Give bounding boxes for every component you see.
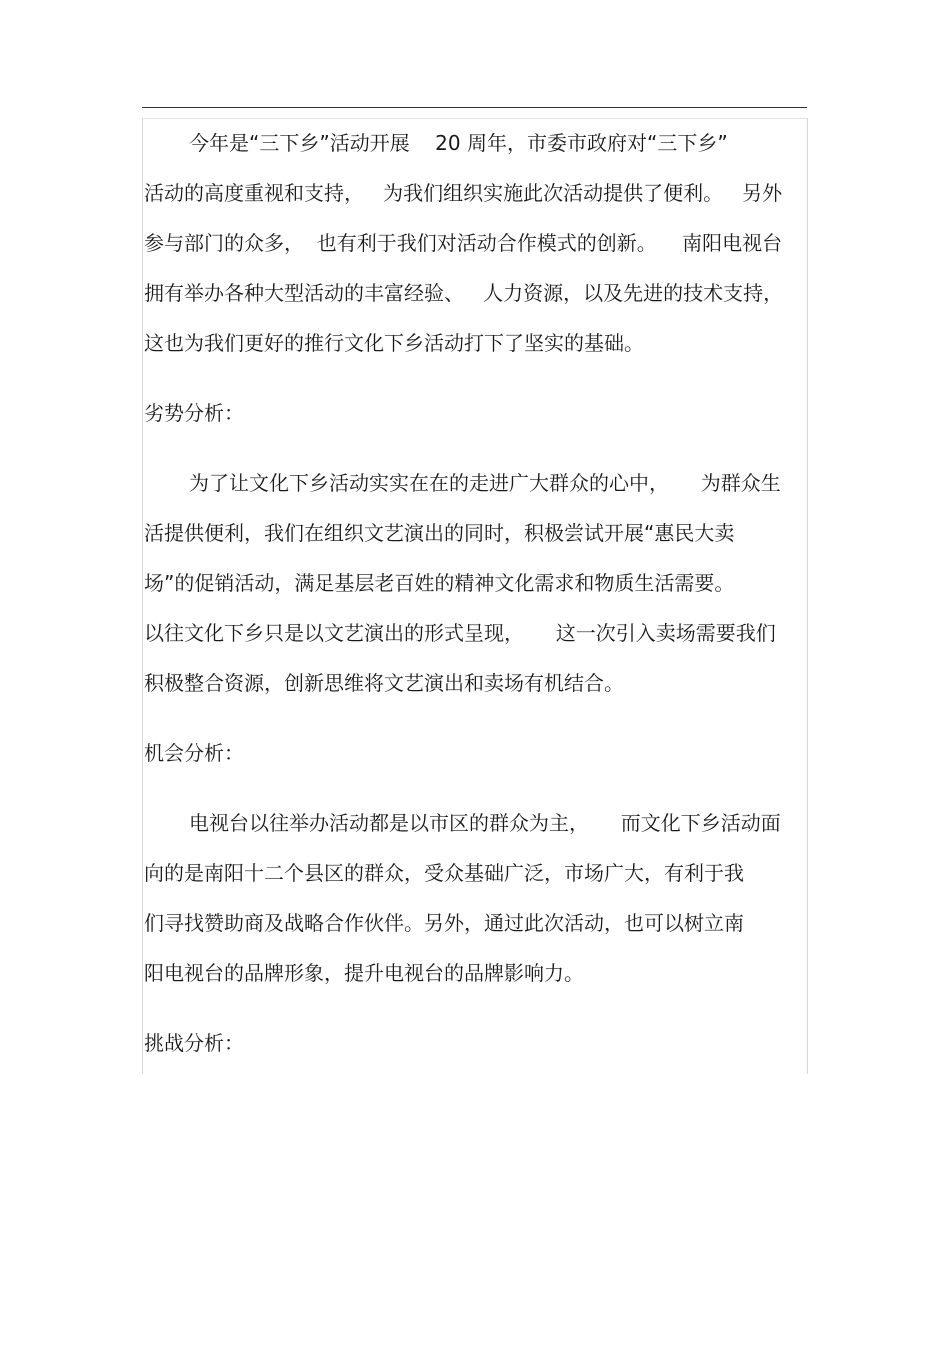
paragraph-opportunity (144, 798, 804, 998)
text-line: 积极整合资源，创新思维将文艺演出和卖场有机结合。 (144, 671, 624, 695)
text-line: 拥有举办各种大型活动的丰富经验、 人力资源，以及先进的技术支持， (144, 281, 784, 305)
section-heading-weakness: 劣势分析： (144, 401, 244, 425)
header-rule (142, 107, 807, 108)
document-body (144, 118, 804, 1068)
text-line: 参与部门的众多， 也有利于我们对活动合作模式的创新。 南阳电视台 (144, 231, 783, 255)
text-line: 为了让文化下乡活动实实在在的走进广大群众的心中， 为群众生 (189, 471, 781, 495)
section-heading-opportunity: 机会分析： (144, 741, 244, 765)
spacer (144, 998, 804, 1018)
paragraph-weakness (144, 458, 804, 708)
spacer (144, 438, 804, 458)
text-line: 今年是“三下乡”活动开展 20 周年，市委市政府对“三下乡” (189, 131, 728, 155)
text-line: 电视台以往举办活动都是以市区的群众为主， 而文化下乡活动面 (189, 811, 781, 835)
spacer (144, 368, 804, 388)
section-heading-challenge: 挑战分析： (144, 1031, 244, 1055)
text-line: 这也为我们更好的推行文化下乡活动打下了坚实的基础。 (144, 331, 644, 355)
text-line: 活提供便利，我们在组织文艺演出的同时，积极尝试开展“惠民大卖 (144, 521, 735, 545)
spacer (144, 708, 804, 728)
paragraph-strengths (144, 118, 804, 368)
text-line: 以往文化下乡只是以文艺演出的形式呈现， 这一次引入卖场需要我们 (144, 621, 776, 645)
text-line: 向的是南阳十二个县区的群众，受众基础广泛，市场广大，有利于我 (144, 861, 744, 885)
text-line: 阳电视台的品牌形象，提升电视台的品牌影响力。 (144, 961, 584, 985)
spacer (144, 778, 804, 798)
text-line: 们寻找赞助商及战略合作伙伴。另外，通过此次活动，也可以树立南 (144, 911, 744, 935)
text-line: 场”的促销活动，满足基层老百姓的精神文化需求和物质生活需要。 (144, 571, 735, 595)
text-line: 活动的高度重视和支持， 为我们组织实施此次活动提供了便利。 另外 (144, 181, 783, 205)
